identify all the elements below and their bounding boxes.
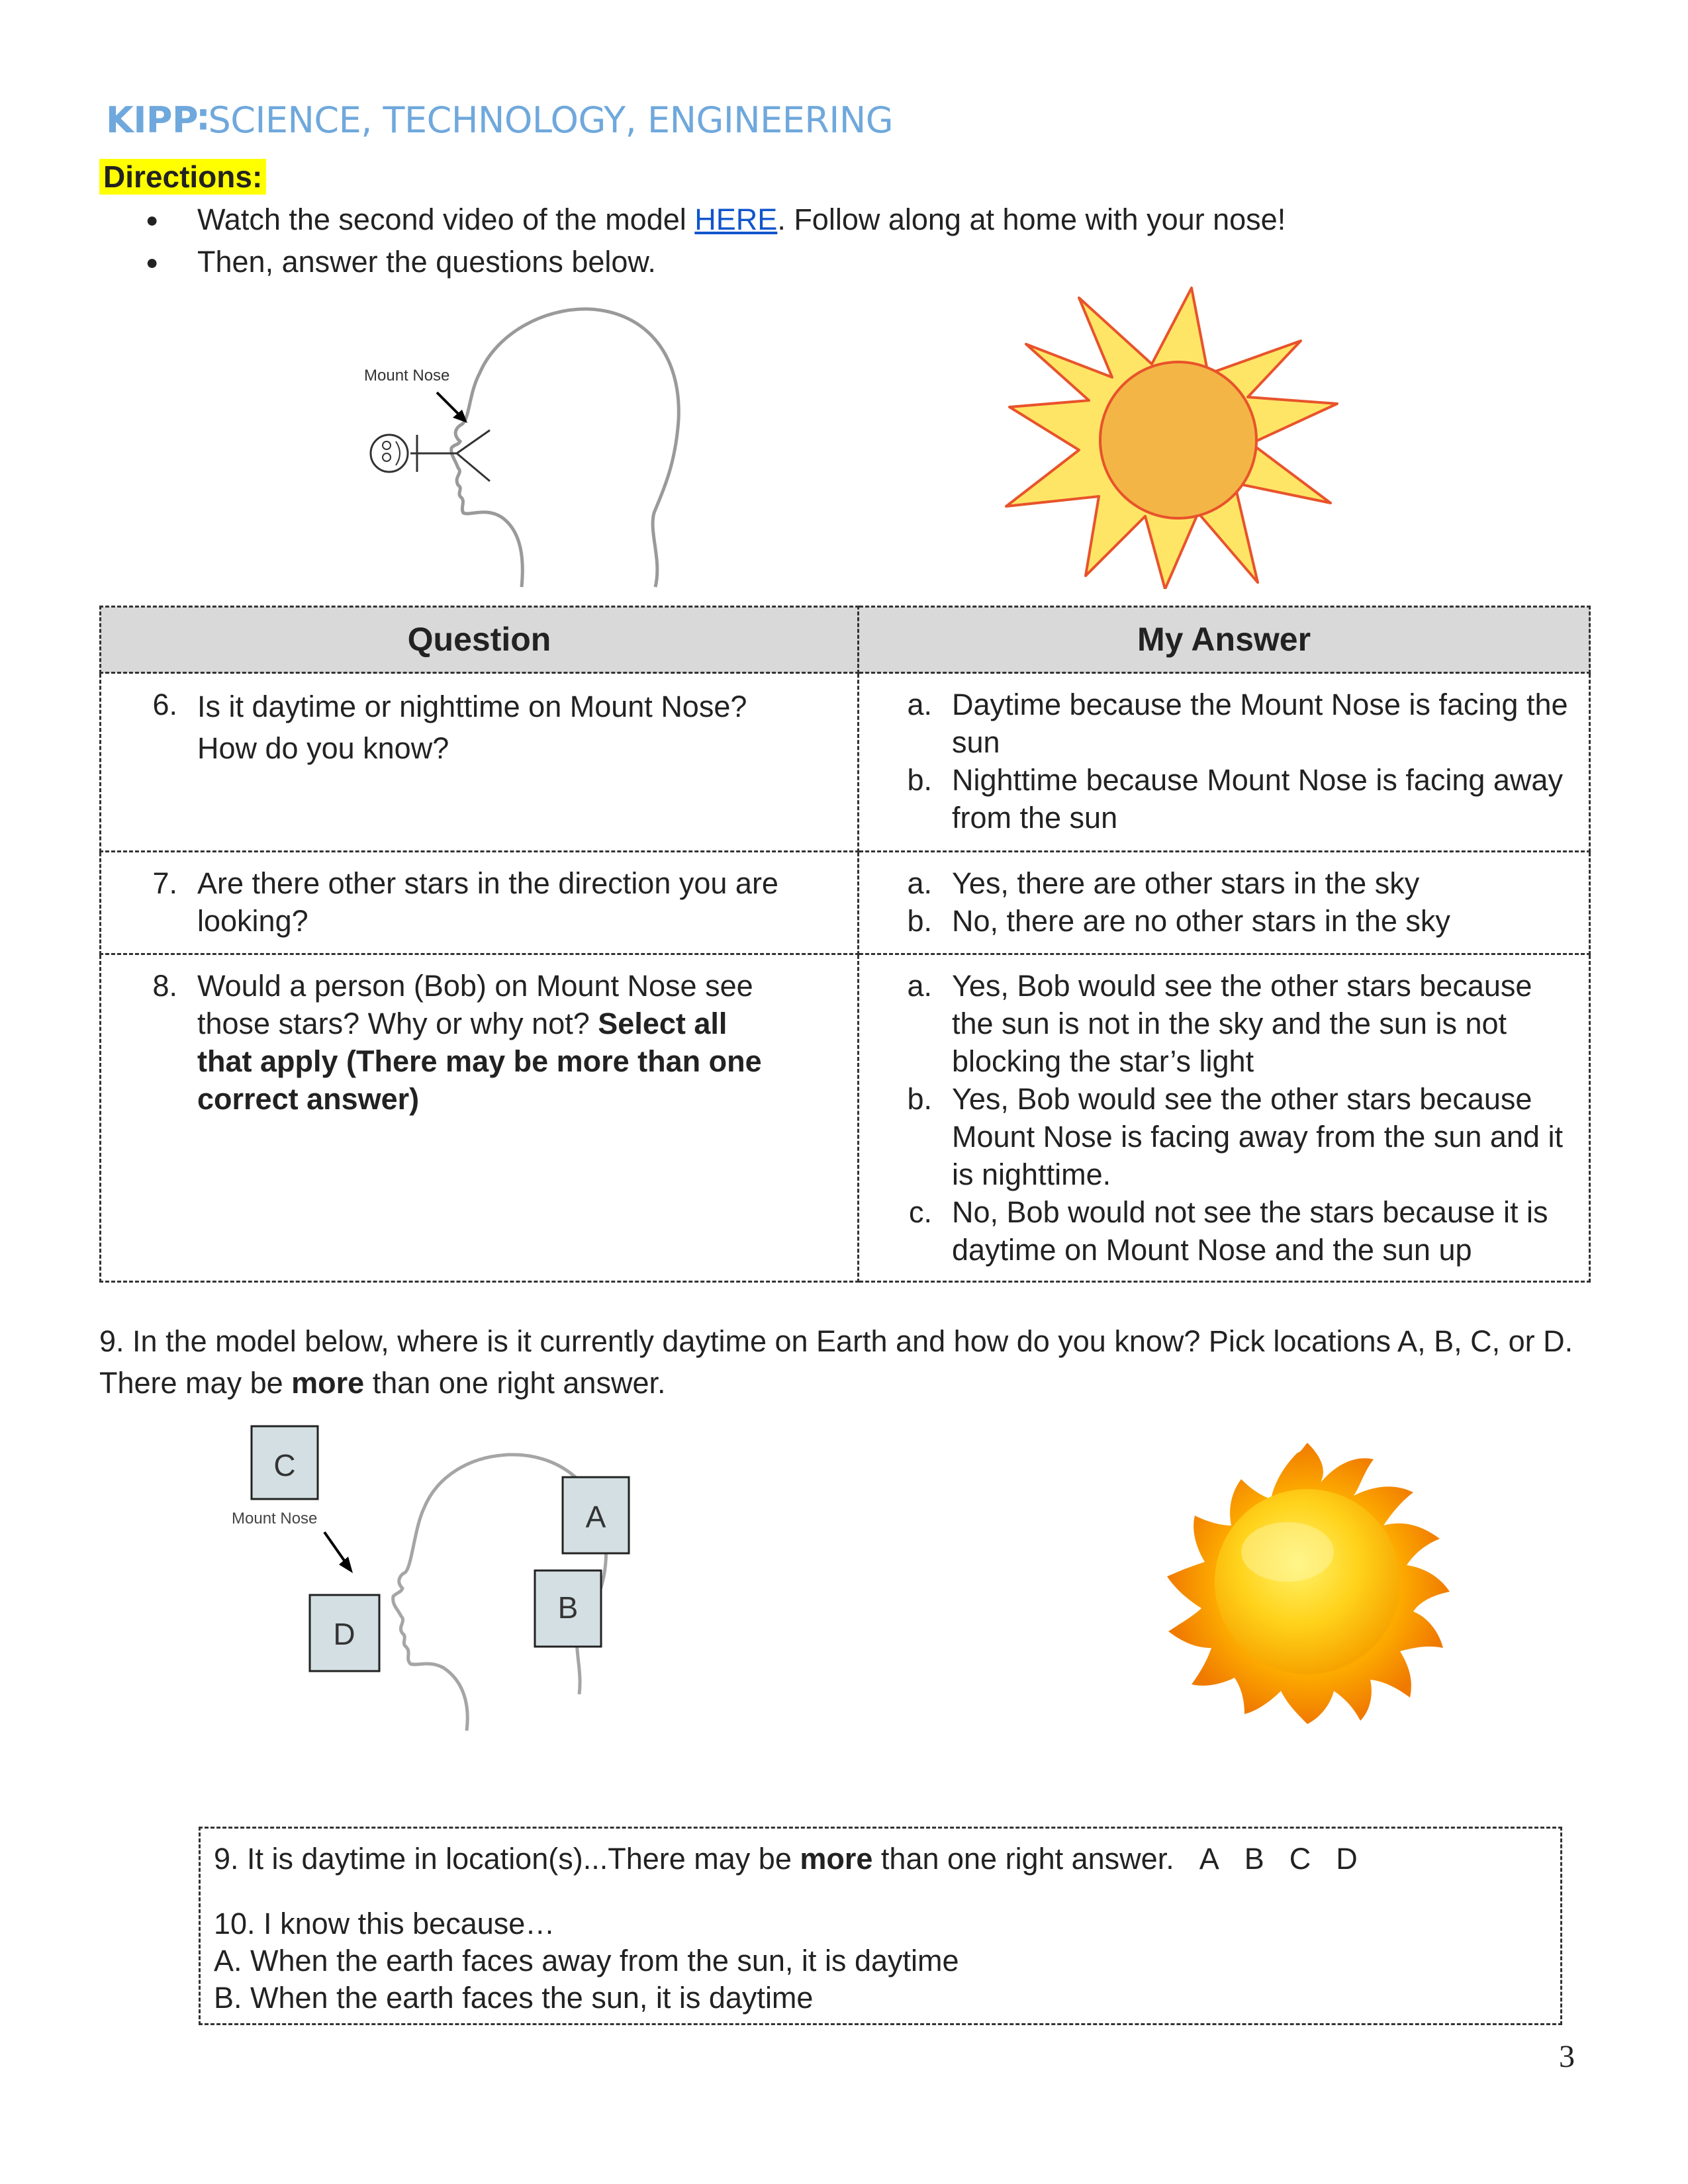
table-row: 8. Would a person (Bob) on Mount Nose see those stars? Why or why not? Select all that apply (There may be more than one correct answer) a. Yes, Bob would see the other stars because the sun is not in the sky and the sun is not blocking the star’s light b. Yes, Bob would see the other stars because Mount Nose is facing away from the sun and it is nighttime. c. No, Bob would not see the stars because it is daytime on Mount Nose and the sun up [101,954,1590,1282]
answer-option[interactable]: b. Yes, Bob would see the other stars because Mount Nose is facing away from the sun and it is nighttime. [907,1082,1563,1191]
question-text: Are there other stars in the direction you are looking? [197,866,778,938]
column-header-answer: My Answer [859,607,1590,673]
kipp-logo: KIPP [106,99,199,141]
here-link[interactable]: HERE [694,203,778,236]
table-row: 6. Is it daytime or nighttime on Mount Nose? How do you know? a. Daytime because the Mount Nose is facing the sun b. Nighttime because Mount Nose is facing away from the sun [101,673,1590,852]
question-text: Would a person (Bob) on Mount Nose see those stars? Why or why not? Select all that apply (There may be more than one correct answer) [197,969,762,1116]
answer-line-10: 10. I know this because… [214,1907,555,1940]
directions-bullet-1: ● Watch the second video of the model HERE. Follow along at home with your nose! [146,199,1286,241]
mount-nose-label: Mount Nose [364,367,450,385]
table-row: 7. Are there other stars in the direction you are looking? a. Yes, there are other stars in the sky b. No, there are no other stars in the sky [101,852,1590,954]
answer-option[interactable]: a. Daytime because the Mount Nose is facing the sun [907,688,1568,759]
reason-option-a[interactable]: A. When the earth faces away from the sun, it is daytime [214,1944,959,1978]
svg-text:A: A [585,1500,606,1534]
answer-option[interactable]: c. No, Bob would not see the stars because it is daytime on Mount Nose and the sun up [908,1195,1548,1267]
location-box-a[interactable] [563,1477,629,1553]
directions-list [146,199,1286,283]
directions-label: Directions: [99,159,266,195]
mount-nose-label: Mount Nose [232,1510,318,1527]
answer-box [199,1827,1562,2025]
location-box-d[interactable] [310,1595,379,1671]
svg-text:B: B [557,1590,579,1625]
choice-a[interactable]: A [1199,1842,1219,1876]
choice-b[interactable]: B [1244,1842,1264,1876]
answer-option[interactable]: a. Yes, there are other stars in the sky [907,866,1420,900]
answer-line-9: 9. It is daytime in location(s)...There may be more than one right answer. A B C D [214,1842,1358,1876]
answer-option[interactable]: b. Nighttime because Mount Nose is facing away from the sun [907,763,1563,835]
svg-text:C: C [273,1448,296,1482]
answer-option[interactable]: a. Yes, Bob would see the other stars because the sun is not in the sky and the sun is not blocking the star’s light [907,969,1532,1078]
reason-option-b[interactable]: B. When the earth faces the sun, it is daytime [214,1981,814,2015]
directions-bullet-2: ● Then, answer the questions below. [146,241,1286,283]
location-box-c[interactable] [252,1426,318,1499]
sun-drawing-1 [1000,285,1344,589]
question-table [99,606,1591,1283]
sun-drawing-2 [1152,1436,1463,1727]
page-number: 3 [1559,2039,1575,2074]
header-subtitle: SCIENCE, TECHNOLOGY, ENGINEERING [208,99,894,141]
head-figure-2 [218,1416,669,1741]
head-figure-1 [344,295,715,592]
logo-mark: ∶ [198,99,209,141]
svg-text:D: D [333,1617,355,1651]
question-9-prompt: 9. In the model below, where is it currently daytime on Earth and how do you know? Pick locations A, B, C, or D. There may be more than one right answer. [99,1324,1573,1400]
question-text: Is it daytime or nighttime on Mount Nose? How do you know? [197,690,747,765]
location-box-b[interactable] [535,1570,601,1647]
page-header [106,99,893,141]
choice-c[interactable]: C [1289,1842,1311,1876]
answer-option[interactable]: b. No, there are no other stars in the sky [907,904,1450,938]
column-header-question: Question [101,607,859,673]
choice-d[interactable]: D [1336,1842,1358,1876]
